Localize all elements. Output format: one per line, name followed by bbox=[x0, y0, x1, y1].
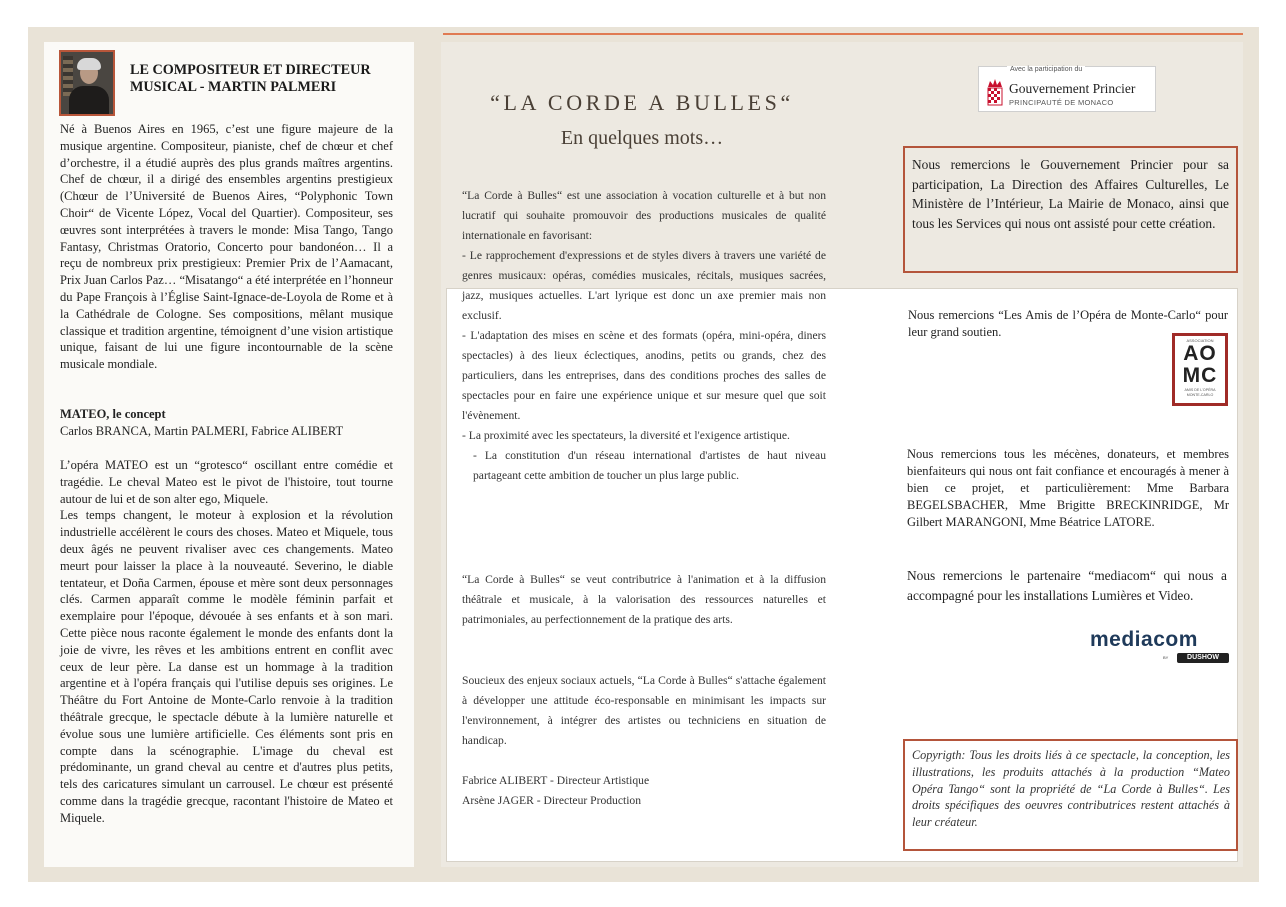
contribution-paragraph: “La Corde à Bulles“ se veut contributrice à l'animation et à la diffusion théâtrale et musicale, à la valorisation des ressources naturelles et patrimoniales, au perfectionnement de la pratique des arts. bbox=[462, 573, 826, 626]
mecenes-thanks-text: Nous remercions tous les mécènes, donateurs, et membres bienfaiteurs qui nous ont fait confiance et encouragés à mener à bien ce projet, et particulièrement: Mme Barbara BEGELSBACHER, Mme Brigitte BRECKINRIDGE, Mr Gilbert MARANGONI, Mme Béatrice LATORE. bbox=[907, 447, 1229, 529]
mediacom-wordmark: mediacom bbox=[1090, 628, 1198, 651]
signature-artistic-director: Fabrice ALIBERT - Directeur Artistique bbox=[462, 774, 650, 787]
composer-bio: Né à Buenos Aires en 1965, c’est une figure majeure de la musique argentine. Compositeur, pianiste, chef de chœur et chef d’orchestre, il a étudié auprès des plus grands maîtres argentins. Chef de chœur, il a dirigé des ensembles argentins prestigieux (Chœur de l’Université de Buenos Aires, “Polyphonic Town Choir“ de Vicente López, Vocal del Quartier). Compositeur, ses œuvres sont interprétées à travers le monde: Misa Tango, Tango Fantasy, Christmas Oratorio, Concerto pour bandonéon… Il a reçu de nombreux prix prestigieux: Premier Prix de l’Aamacant, Prix Juan Carlos Paz… “Misatango“ a été interprétée en l’honneur du Pape François à l’Église Saint-Ignace-de-Loyola de Rome et à la Cathédrale de Cologne. Ses compositions, mêlant musique classique et tradition argentine, témoignent d’une vision artistique unique, faisant de lui une figure incontournable de la scène musicale mondiale. bbox=[60, 122, 393, 372]
goal-item-3: - La proximité avec les spectateurs, la diversité et l'exigence artistique. bbox=[462, 429, 790, 442]
goal-item-4: - La constitution d'un réseau international d'artistes de haut niveau partageant cette ambition de toucher un plus large public. bbox=[473, 449, 826, 482]
aomc-sub-label: AMIS DE L'OPÉRA bbox=[1184, 388, 1216, 392]
aomc-letters-2: MC bbox=[1182, 364, 1218, 387]
composer-title: LE COMPOSITEUR ET DIRECTEUR MUSICAL - MARTIN PALMERI bbox=[130, 62, 371, 95]
copyright-text: Copyrigth: Tous les droits liés à ce spectacle, la conception, les illustrations, les produits attachés à la production “Mateo Opéra Tango“ sont la propriété de “La Corde à Bulles“. Les droits spécifiques des oeuvres contributrices restent attachés à leur créateur. bbox=[912, 748, 1230, 830]
goal-item-1: - Le rapprochement d'expressions et de styles divers à travers une variété de genres musicaux: opéras, comédies musicales, récitals, musiques sacrées, jazz, musiques actuelles. L'art lyrique est donc un axe premier mais non exclusif. bbox=[462, 249, 826, 322]
aomc-logo bbox=[1172, 333, 1228, 406]
aomc-top-label: ASSOCIATION bbox=[1186, 338, 1214, 343]
dushow-badge: DUSHOW bbox=[1177, 653, 1229, 663]
eco-paragraph: Soucieux des enjeux sociaux actuels, “La Corde à Bulles“ s'attache également à développer une attitude éco-responsable en minimisant les impacts sur l'environnement, à intégrer des artistes ou techniciens en situation de handicap. bbox=[462, 674, 826, 747]
signature-production-director: Arsène JAGER - Directeur Production bbox=[462, 794, 642, 807]
gov-thanks-text: Nous remercions le Gouvernement Princier pour sa participation, La Direction des Affaires Culturelles, Le Ministère de l’Intérieur, La Mairie de Monaco, ainsi que tous les Services qui nous ont assisté pour cette création. bbox=[912, 157, 1229, 231]
signatures bbox=[462, 771, 826, 811]
mediacom-by-label: BY bbox=[1163, 655, 1169, 660]
intro-paragraph: “La Corde à Bulles“ est une association à vocation culturelle et à but non lucratif qui souhaite promouvoir des productions musicales de qualité internationale en favorisant: bbox=[462, 189, 826, 242]
mediacom-thanks-text: Nous remercions le partenaire “mediacom“ qui nous a accompagné pour les installations Lumières et Video. bbox=[907, 568, 1227, 603]
goal-item-2: - L'adaptation des mises en scène et des formats (opéra, mini-opéra, diners spectacles) à des lieux éclectiques, anodins, petits ou grands, chez des particuliers, dans les entreprises, dans des conditions proches des salles de spectacles pour en faire une expérience unique et sur mesure quel que soit l'évènement. bbox=[462, 329, 826, 422]
aomc-bottom-label: MONTE-CARLO bbox=[1186, 393, 1214, 397]
concept-authors: Carlos BRANCA, Martin PALMERI, Fabrice ALIBERT bbox=[60, 423, 344, 438]
aomc-letters-1: AO bbox=[1183, 342, 1217, 365]
gov-subtitle: PRINCIPAUTÉ DE MONACO bbox=[1009, 98, 1114, 107]
mediacom-logo bbox=[1090, 628, 1232, 666]
composer-photo bbox=[59, 50, 115, 116]
opera-paragraph-2: Les temps changent, le moteur à explosion et la révolution industrielle accélèrent le cours des choses. Mateo et Miquele, tous deux âgés ne peuvent rivaliser avec ces changements. Mateo meurt pour laisser la place à la nouveauté. Severino, le diable tentateur, et Doña Carmen, épouse et mère sont deux personnages clés. Carmen apparaît comme le modèle féminin parfait et exemplaire pour l'époque, dévouée à ses enfants et à son mari. Cette pièce nous raconte également le monde des enfants dont la joie de vivre, les rêves et les ambitions entrent en conflit avec ceux de leur père. La danse est un hommage à la tradition argentine et à l'opéra français qui l'utilise depuis ses origines. Le Théâtre du Fort Antoine de Monte-Carlo renvoie à la tradition théâtrale grecque, le spectacle débute à la lumière naturelle et évolue sous une lumière artificielle. Ces éléments sont pris en compte dans la scénographie. L'image du cheval est prédominante, un grand cheval au centre et d'autres plus petits, tels des caricatures simulant un carrousel. Le chœur est présenté comme dans la tragédie grecque, racontant l'histoire de Mateo et Miquele. bbox=[60, 508, 393, 825]
association-subtitle: En quelques mots… bbox=[560, 127, 724, 149]
government-logo bbox=[978, 66, 1156, 112]
gov-name: Gouvernement Princier bbox=[1009, 81, 1136, 96]
top-divider bbox=[443, 33, 1243, 35]
association-text bbox=[462, 186, 826, 486]
monaco-crest-icon bbox=[985, 77, 1005, 107]
association-title: “LA CORDE A BULLES“ bbox=[490, 90, 794, 115]
amis-thanks-text: Nous remercions “Les Amis de l’Opéra de Monte-Carlo“ pour leur grand soutien. bbox=[908, 308, 1228, 339]
opera-paragraph-1: L’opéra MATEO est un “grotesco“ oscillant entre comédie et tragédie. Le cheval Mateo est le pivot de l'histoire, tout tourne autour de lui et de son alter ego, Miquele. bbox=[60, 458, 393, 506]
opera-description bbox=[60, 457, 393, 827]
gov-participation-label: Avec la participation du bbox=[1007, 66, 1085, 73]
concept-block bbox=[60, 406, 393, 440]
concept-title: MATEO, le concept bbox=[60, 407, 166, 421]
